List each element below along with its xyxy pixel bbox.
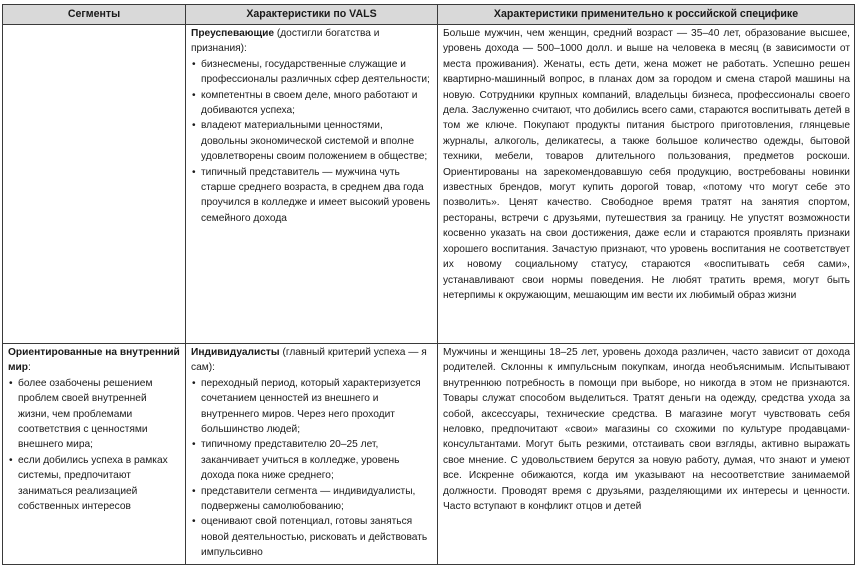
vals-cell [186, 344, 438, 565]
segment-title: Ориентированные на внутренний мир [8, 347, 180, 374]
header-segments: Сегменты [3, 5, 186, 25]
list-item: • компетентны в своем деле, много работают и добиваются успеха; [191, 88, 432, 119]
vals-list [191, 376, 432, 561]
list-item: • переходный период, который характеризуется сочетанием ценностей из внешнего и внутреннего миров. Через него проходит большинство людей; [191, 376, 432, 438]
vals-title: Преуспевающие [191, 28, 274, 39]
segment-cell [3, 344, 186, 565]
segments-table [2, 4, 855, 565]
header-vals: Характеристики по VALS [186, 5, 438, 25]
list-item: • владеют материальными ценностями, довольны экономической системой и вполне удовлетворены своим положением в обществе; [191, 118, 432, 164]
russia-text: Больше мужчин, чем женщин, средний возраст — 35–40 лет, образование высшее, уровень дохода — 500–1000 долл. и выше на человека в месяц (в зависимости от места проживания). Женаты, есть дети, жена может не работать. Успешно решен квартирно-машинный вопрос, в планах дом за городом и смена старой машины на новую. Сотрудники крупных компаний, владельцы бизнеса, профессионалы своего дела. Заслуженно считают, что добились всего сами, стараются воспитывать детей в том же ключе. Покупают продукты питания быстрого приготовления, глянцевые журналы, алкоголь, деликатесы, а также большое количество одежды, бытовой техники, мебели, товаров длительного пользования, предметов роскоши. Ориентированы на зарекомендовавшую себя продукцию, востребованы новинки известных брендов, могут купить дорогой товар, «потому что могут себе это позволить». Ценят качество. Свободное время тратят на занятия спортом, рестораны, встречи с друзьями, путешествия за границу. Не упустят возможности косвенно указать на свои достижения, даже если и стараются проявлять признаки хорошего воспитания. Зачастую признают, что уровень воспитания не соответствует их новому социальному статусу, стараются «воспитывать себя сами», устанавливают свои нормы поведения. Не любят тратить время, могут быть нетерпимы к окружающим, мешающим им вести их любимый образ жизни [443, 28, 850, 301]
vals-title: Индивидуалисты [191, 347, 280, 358]
list-item: • типичному представителю 20–25 лет, заканчивает учиться в колледже, уровень дохода пока ниже среднего; [191, 437, 432, 483]
header-row [3, 5, 855, 25]
vals-subtitle: (главный критерий успеха — я сам): [191, 347, 427, 374]
segment-cell [3, 25, 186, 344]
russia-cell [438, 344, 855, 565]
list-item: • типичный представитель — мужчина чуть старше среднего возраста, в среднем два года проучился в колледже и имеет высокий уровень семейного дохода [191, 165, 432, 227]
segment-colon: : [28, 362, 31, 374]
list-item: • представители сегмента — индивидуалисты, подвержены самолюбованию; [191, 484, 432, 515]
vals-cell [186, 25, 438, 344]
russia-text: Мужчины и женщины 18–25 лет, уровень дохода различен, часто зависит от дохода родителей. Склонны к импульсным покупкам, иногда необъяснимым. Испытывают внутреннюю потребность в помощи при выборе, но никогда в этом не признаются. Товары служат способом выделиться. Тратят деньги на одежду, средства ухода за собой, аксессуары, технические средства. В магазине могут чувствовать себя неловко, предпочитают «свои» магазины со схожими по культуре продавцами-консультантами. Могут быть резкими, отстаивать свои взгляды, активно выражать свое мнение. С удовольствием берутся за новую работу, думая, что знают и умеют все. Искренне обижаются, когда им указывают на несоответствие занимаемой должности. Проводят время с друзьями, разделяющими их интересы и ценности. Часто вступают в конфликт отцов и детей [443, 347, 850, 513]
header-russia: Характеристики применительно к российской специфике [438, 5, 855, 25]
vals-list [191, 57, 432, 226]
segment-list [8, 376, 180, 515]
table-row [3, 25, 855, 344]
list-item: • оценивают свой потенциал, готовы заняться новой деятельностью, рисковать и действовать импульсивно [191, 514, 432, 560]
table-row [3, 344, 855, 565]
list-item: • более озабочены решением проблем своей внутренней жизни, чем проблемами соответствия с ценностями внешнего мира; [8, 376, 180, 453]
russia-cell [438, 25, 855, 344]
list-item: • если добились успеха в рамках системы, предпочитают заниматься реализацией собственных интересов [8, 453, 180, 515]
vals-subtitle: (достигли богатства и признания): [191, 28, 380, 55]
list-item: • бизнесмены, государственные служащие и профессионалы различных сфер деятельности; [191, 57, 432, 88]
